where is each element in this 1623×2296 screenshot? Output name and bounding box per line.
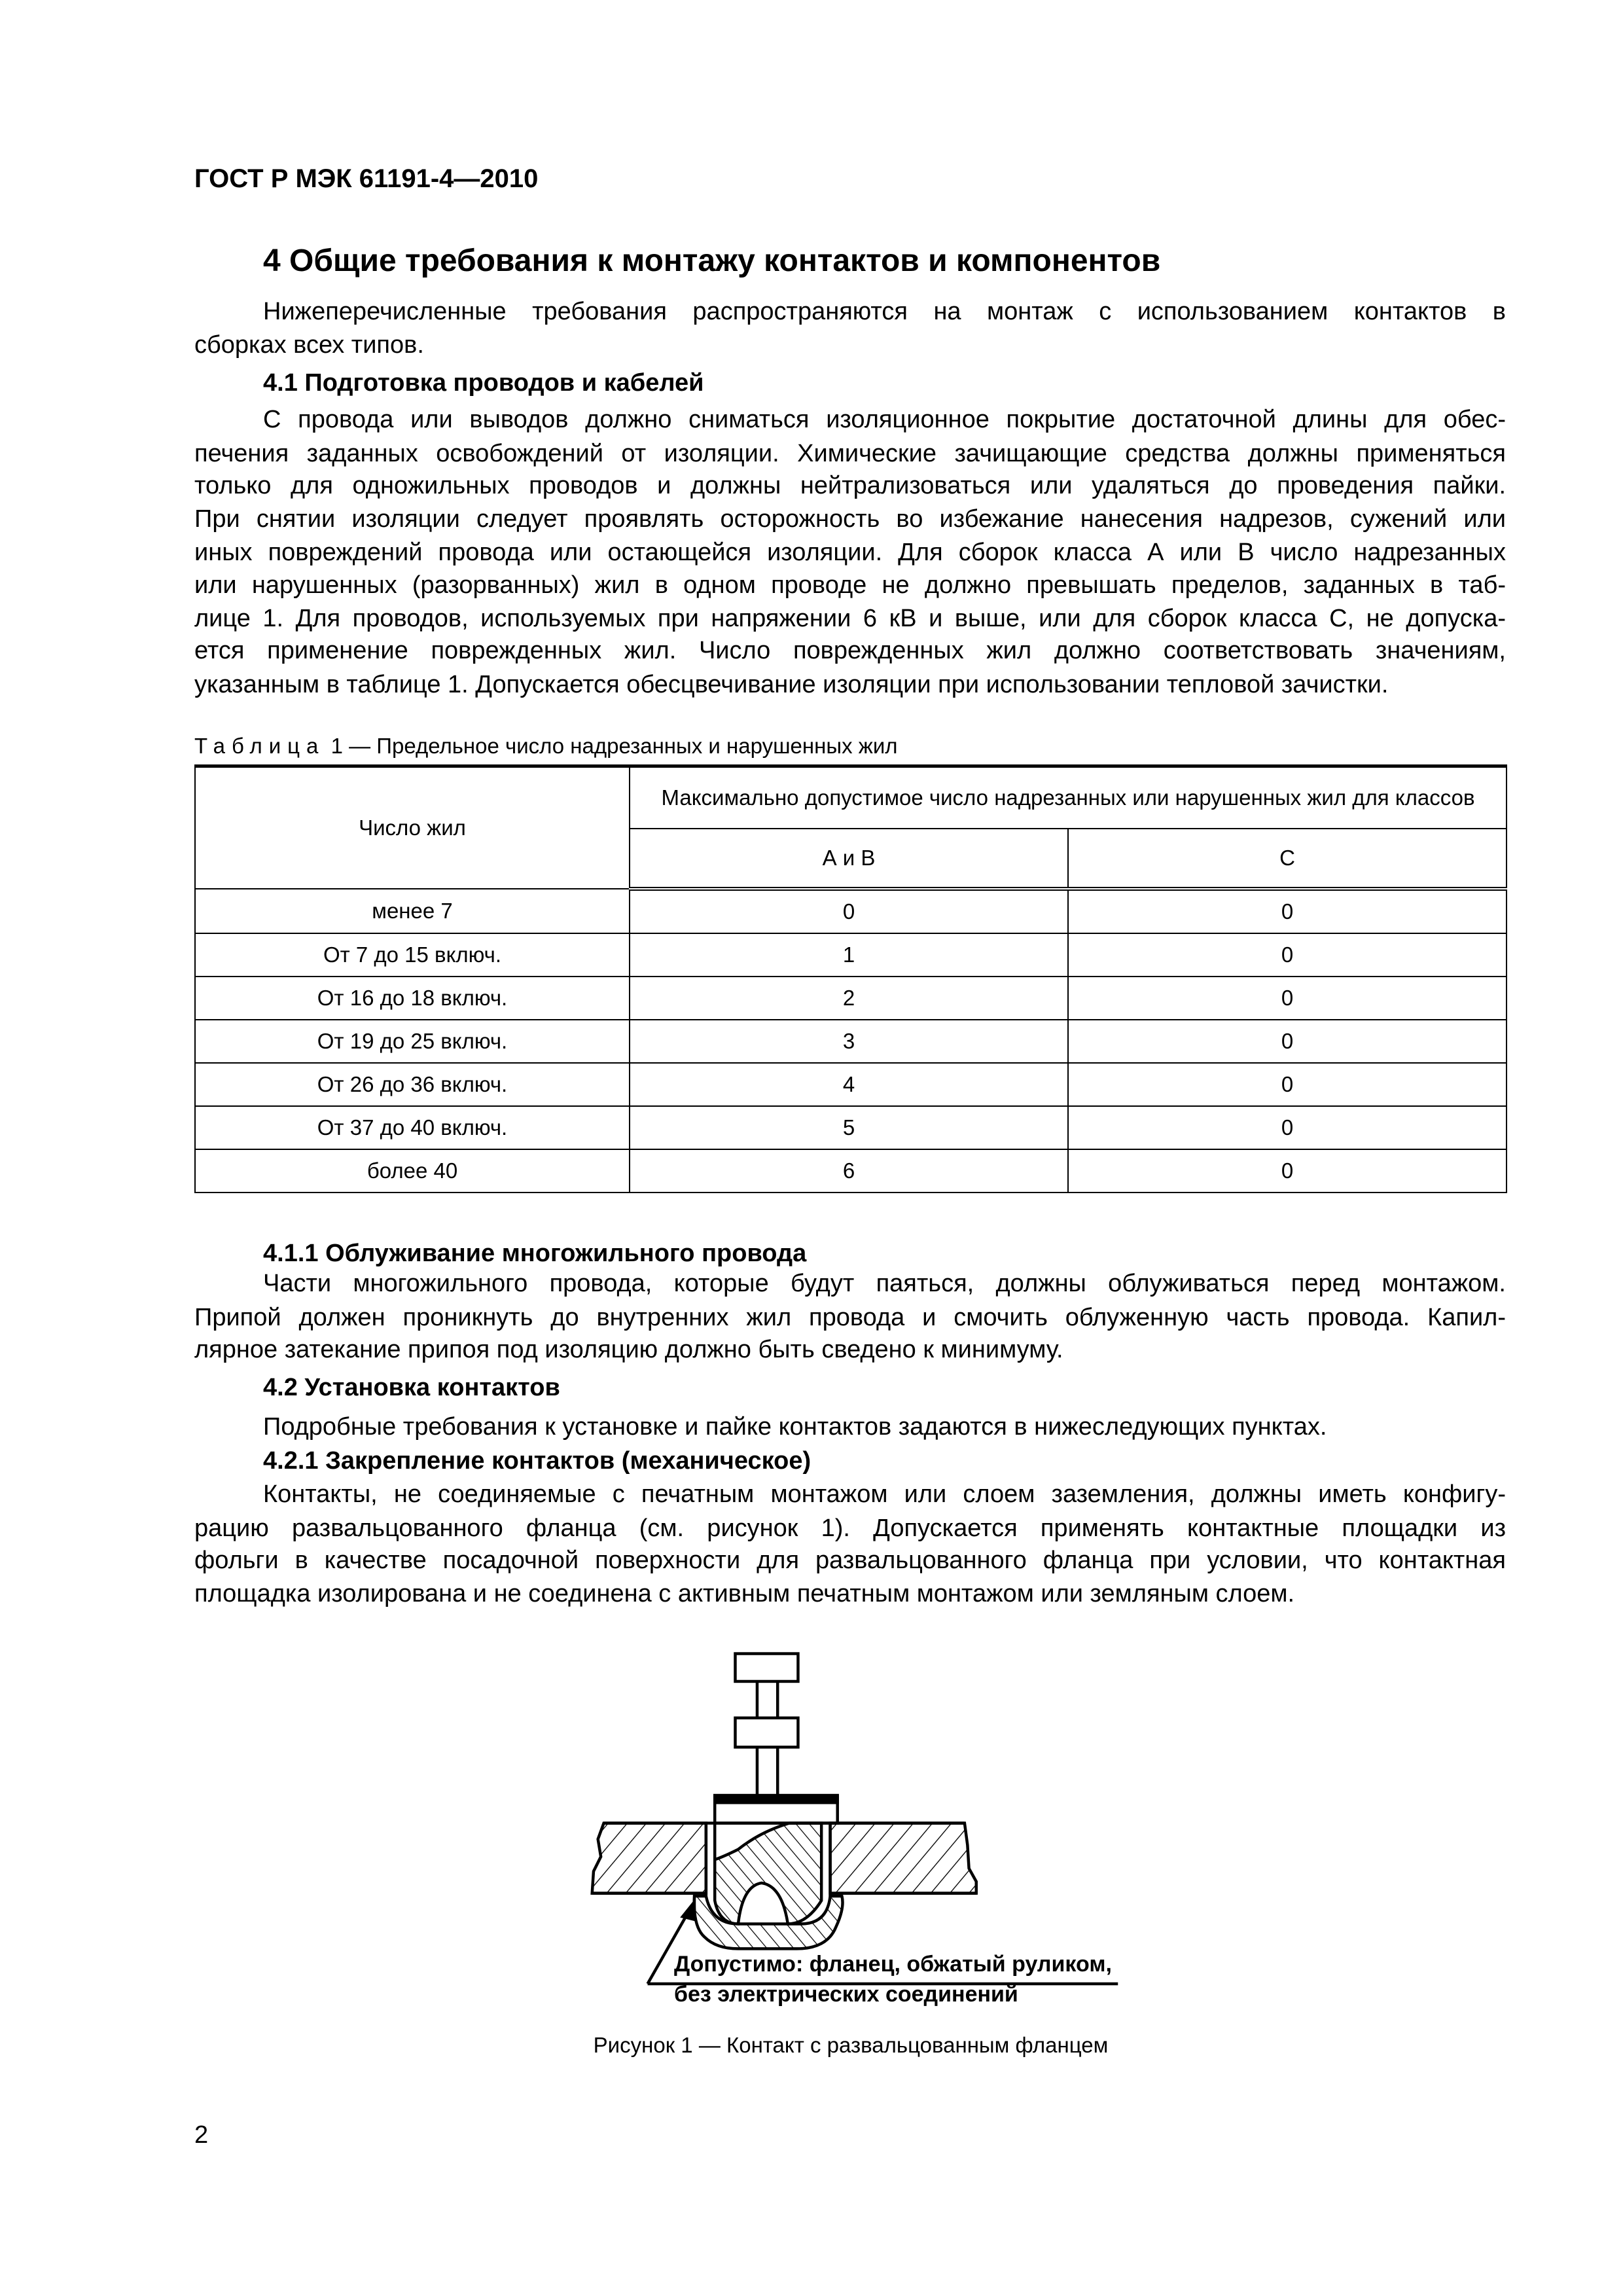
cell-class-c: 0 [1068, 977, 1507, 1020]
paragraph-line: С провода или выводов должно сниматься изоляционное покрытие достаточной длины для обес- [263, 406, 1506, 433]
paragraph-line: лице 1. Для проводов, используемых при напряжении 6 кВ и выше, или для сборок класса С, не допуска- [194, 605, 1506, 632]
paragraph-line: рацию развальцованного фланца (см. рисунок 1). Допускается применять контактные площадки из [194, 1515, 1506, 1542]
cell-class-ab: 6 [630, 1149, 1068, 1193]
paragraph-line: Части многожильного провода, которые будут паяться, должны облуживаться перед монтажом. [263, 1270, 1506, 1297]
table-caption [194, 733, 898, 759]
paragraph-line: Нижеперечисленные требования распространяются на монтаж с использованием контактов в [263, 298, 1506, 325]
paragraph-line: только для одножильных проводов и должны нейтрализоваться или удаляться до проведения пайки. [194, 472, 1506, 499]
table-row [195, 977, 1507, 1020]
cell-class-ab: 1 [630, 933, 1068, 977]
col-header-class-c: С [1068, 829, 1507, 889]
paragraph-line: Припой должен проникнуть до внутренних жил провода и смочить облуженную часть провода. Капил- [194, 1304, 1506, 1331]
figure-label-line-2: без электрических соединений [674, 1982, 1018, 2007]
cell-class-c: 0 [1068, 1063, 1507, 1106]
cell-class-ab: 3 [630, 1020, 1068, 1063]
paragraph-line: фольги в качестве посадочной поверхности для развальцованного фланца при условии, что контактная [194, 1547, 1506, 1574]
table-row [195, 1149, 1507, 1193]
paragraph-line: При снятии изоляции следует проявлять осторожность во избежание нанесения надрезов, сужений или [194, 505, 1506, 533]
cell-class-ab: 4 [630, 1063, 1068, 1106]
table-caption-label: Таблица [194, 734, 325, 758]
cell-wire-count: От 16 до 18 включ. [195, 977, 630, 1020]
cell-wire-count: От 7 до 15 включ. [195, 933, 630, 977]
paragraph-line: Подробные требования к установке и пайке контактов задаются в нижеследующих пунктах. [263, 1413, 1327, 1441]
board-left [592, 1823, 706, 1893]
cell-wire-count: От 26 до 36 включ. [195, 1063, 630, 1106]
paragraph-line: лярное затекание припоя под изоляцию должно быть сведено к минимуму. [194, 1336, 1063, 1363]
table-row [195, 1106, 1507, 1149]
eyelet [715, 1823, 821, 1924]
document-header: ГОСТ Р МЭК 61191-4—2010 [194, 164, 539, 193]
paragraph-line: сборках всех типов. [194, 331, 424, 359]
arrow-head-icon [683, 1902, 694, 1920]
figure-caption: Рисунок 1 — Контакт с развальцованным фланцем [593, 2033, 1109, 2057]
section-4-1-title: 4.1 Подготовка проводов и кабелей [263, 369, 704, 397]
cell-class-ab: 5 [630, 1106, 1068, 1149]
table-1 [194, 764, 1507, 1193]
table-row [195, 1020, 1507, 1063]
board-right [830, 1823, 976, 1893]
cell-class-ab: 0 [630, 889, 1068, 933]
table-row [195, 889, 1507, 933]
page-number: 2 [194, 2121, 209, 2149]
section-4-title: 4 Общие требования к монтажу контактов и компонентов [263, 243, 1161, 278]
cell-class-c: 0 [1068, 1106, 1507, 1149]
contact-collar [735, 1718, 798, 1748]
col-header-class-ab: А и В [630, 829, 1068, 889]
cell-class-c: 0 [1068, 1149, 1507, 1193]
cell-class-ab: 2 [630, 977, 1068, 1020]
figure-1-drawing [577, 1638, 1133, 2003]
section-4-2-1-title: 4.2.1 Закрепление контактов (механическое) [263, 1447, 812, 1475]
cell-class-c: 0 [1068, 933, 1507, 977]
paragraph-line: Контакты, не соединяемые с печатным монтажом или слоем заземления, должны иметь конфигу- [263, 1480, 1506, 1508]
table-caption-text: 1 — Предельное число надрезанных и нарушенных жил [330, 734, 898, 758]
col-header-wire-count: Число жил [195, 766, 630, 889]
paragraph-line: или нарушенных (разорванных) жил в одном проводе не должно превышать пределов, заданных в таб- [194, 571, 1506, 599]
figure-label-line-1: Допустимо: фланец, обжатый руликом, [674, 1952, 1112, 1977]
table-row [195, 1063, 1507, 1106]
table-row [195, 933, 1507, 977]
paragraph-line: иных повреждений провода или остающейся изоляции. Для сборок класса А или В число надрезанных [194, 539, 1506, 566]
cell-wire-count: От 37 до 40 включ. [195, 1106, 630, 1149]
cell-wire-count: более 40 [195, 1149, 630, 1193]
cell-wire-count: менее 7 [195, 889, 630, 933]
cell-wire-count: От 19 до 25 включ. [195, 1020, 630, 1063]
cell-class-c: 0 [1068, 889, 1507, 933]
paragraph-line: ется применение поврежденных жил. Число поврежденных жил должно соответствовать значениям, [194, 637, 1506, 664]
paragraph-line: печения заданных освобождений от изоляции. Химические зачищающие средства должны применяться [194, 440, 1506, 467]
cell-class-c: 0 [1068, 1020, 1507, 1063]
section-4-2-title: 4.2 Установка контактов [263, 1374, 560, 1401]
paragraph-line: площадка изолирована и не соединена с активным печатным монтажом или земляным слоем. [194, 1580, 1295, 1607]
paragraph-line: указанным в таблице 1. Допускается обесцвечивание изоляции при использовании тепловой зачистки. [194, 671, 1389, 698]
section-4-1-1-title: 4.1.1 Облуживание многожильного провода [263, 1240, 807, 1267]
contact-head-top [735, 1654, 798, 1681]
col-header-group: Максимально допустимое число надрезанных или нарушенных жил для классов [630, 766, 1507, 829]
